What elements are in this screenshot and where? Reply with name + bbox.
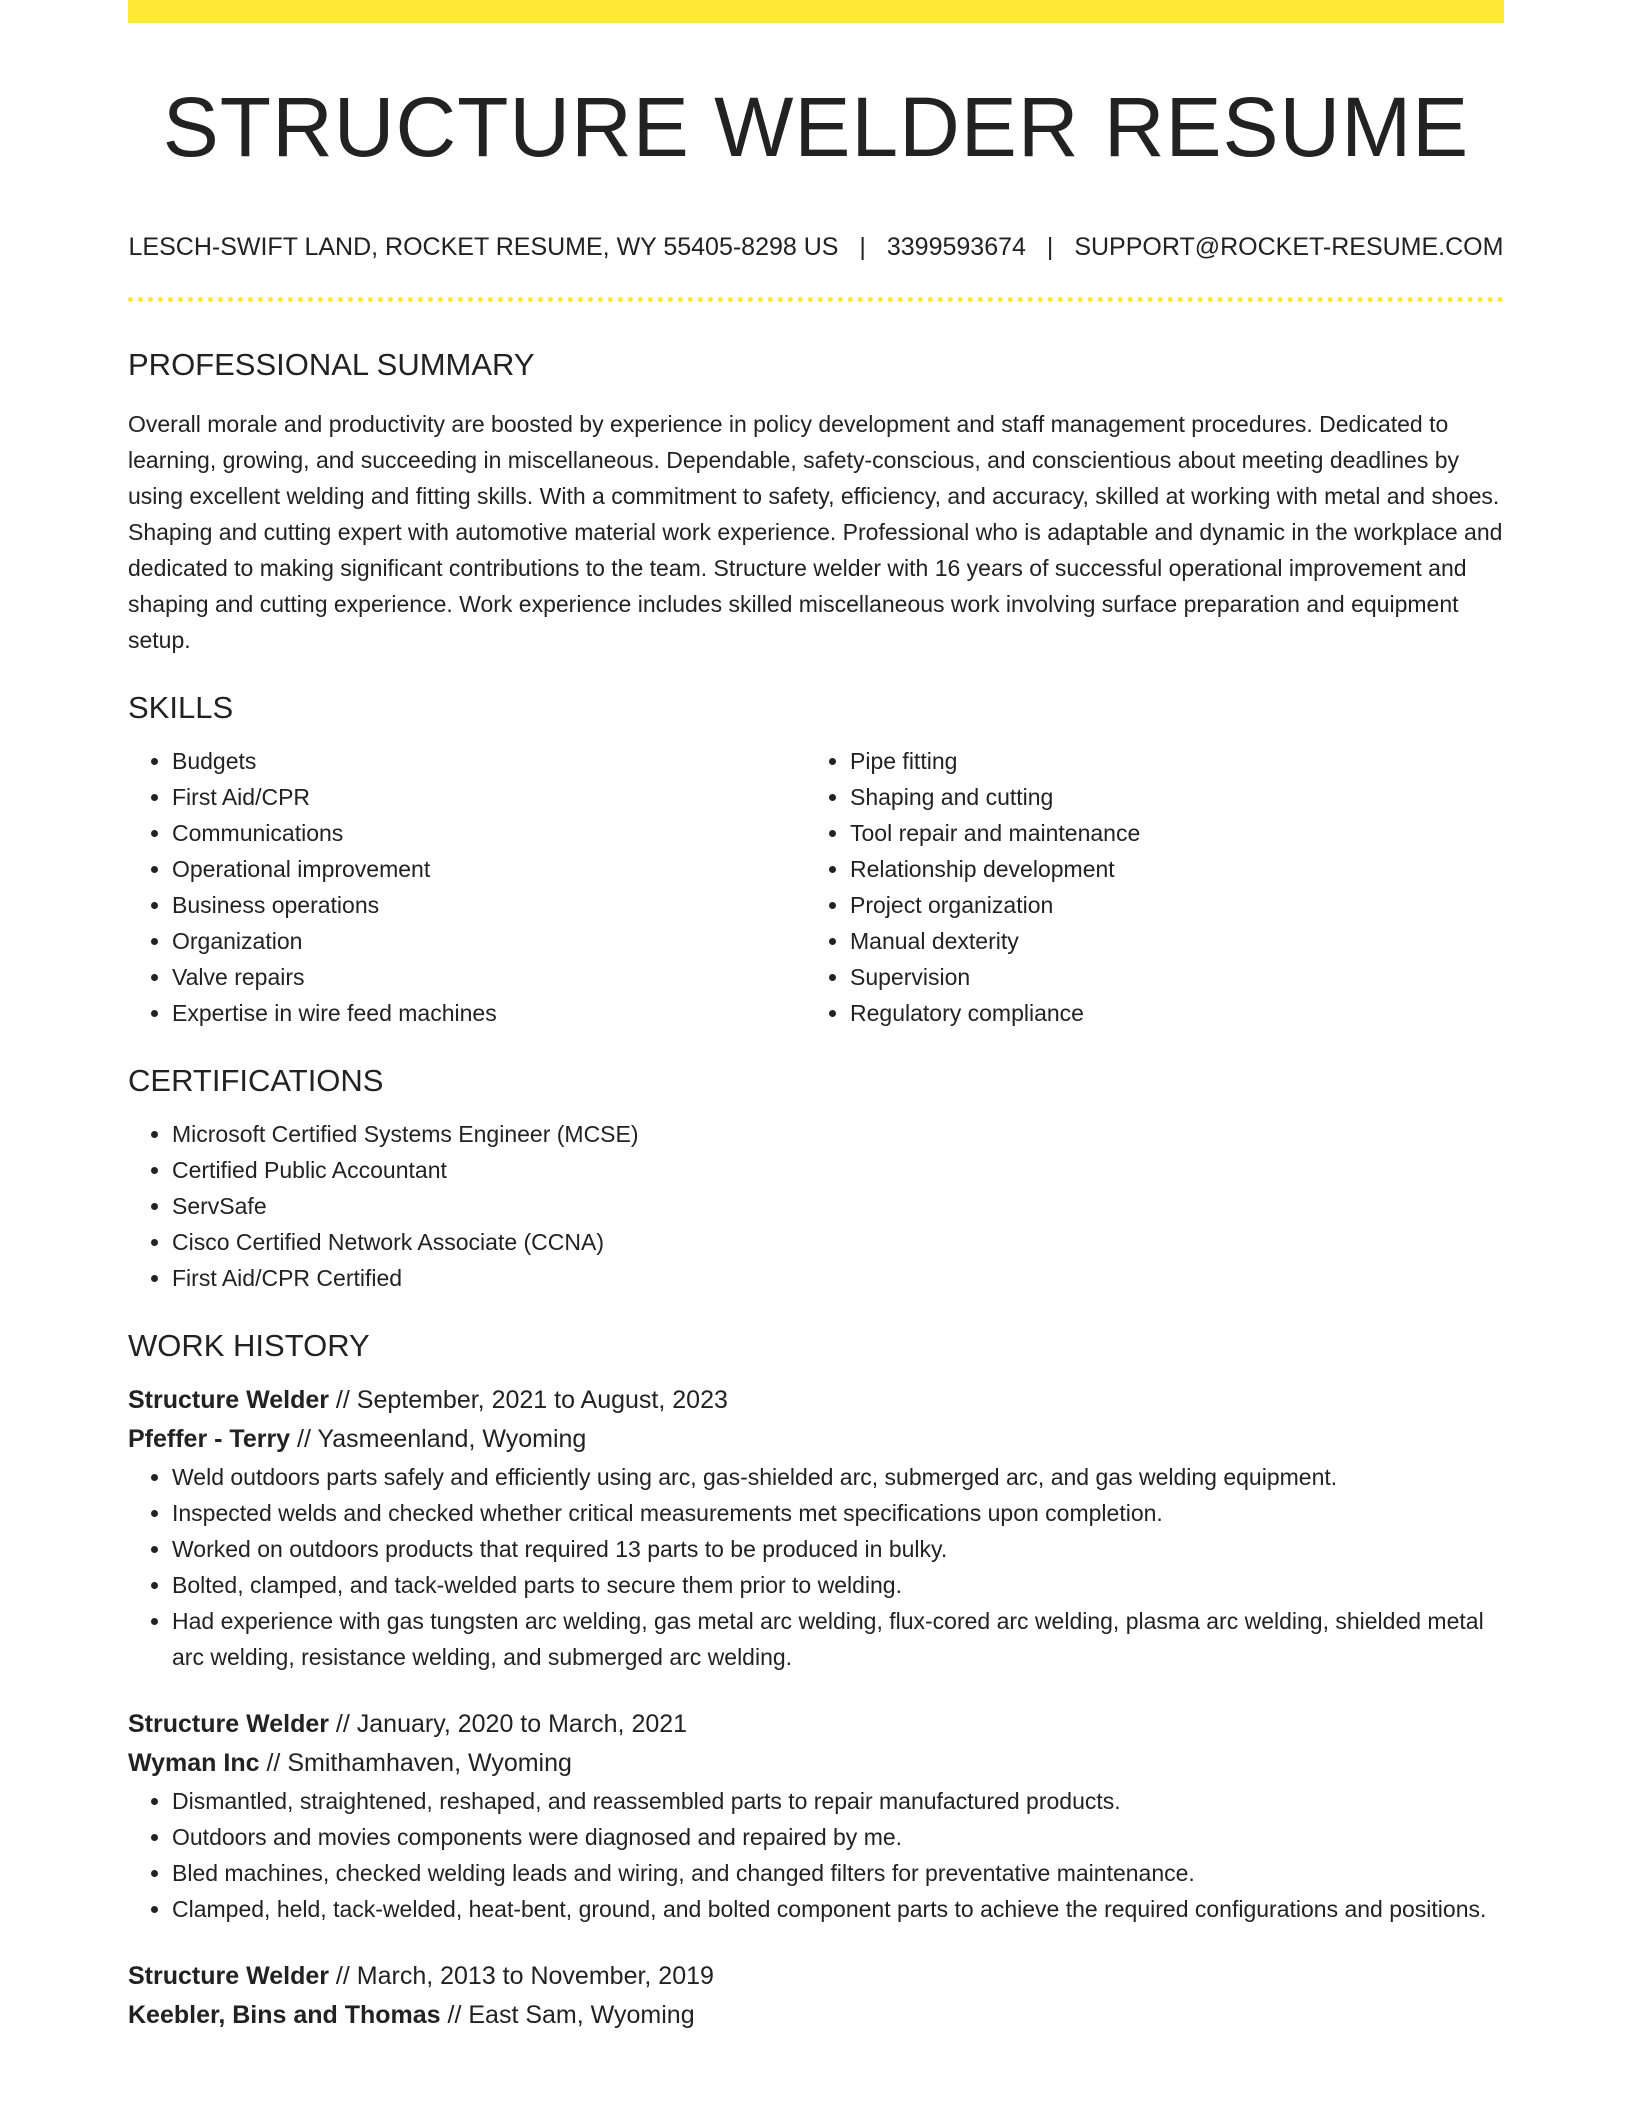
- job-location: // Yasmeenland, Wyoming: [290, 1425, 587, 1453]
- skill-item: • First Aid/CPR: [172, 779, 806, 815]
- section-heading-summary: PROFESSIONAL SUMMARY: [128, 347, 535, 382]
- certification-item: • First Aid/CPR Certified: [172, 1260, 1504, 1296]
- summary-text: Overall morale and productivity are boosted by experience in policy development and staff management procedures. Dedicated to learning, growing, and succeeding in miscellaneous. Dependable, safety-conscious, and conscientious about meeting deadlines by using excellent welding and fitting skills. With a commitment to safety, efficiency, and accuracy, skilled at working with metal and shoes. Shaping and cutting expert with automotive material work experience. Professional who is adaptable and dynamic in the workplace and dedicated to making significant contributions to the team. Structure welder with 16 years of successful operational improvement and shaping and cutting experience. Work experience includes skilled miscellaneous work involving surface preparation and equipment setup.: [128, 411, 1503, 653]
- job-duty: • Inspected welds and checked whether critical measurements met specifications upon completion.: [172, 1495, 1504, 1531]
- job-location: // Smithamhaven, Wyoming: [259, 1749, 572, 1777]
- skills-column-left: [128, 743, 806, 1031]
- job-company: Pfeffer - Terry: [128, 1425, 291, 1453]
- skill-item: • Organization: [172, 923, 806, 959]
- section-heading-work-history: WORK HISTORY: [128, 1328, 370, 1363]
- job-duty: • Bolted, clamped, and tack-welded parts to secure them prior to welding.: [172, 1567, 1504, 1603]
- work-history-section: [128, 1330, 1504, 2035]
- contact-email: SUPPORT@ROCKET-RESUME.COM: [1074, 233, 1504, 261]
- skill-item: • Expertise in wire feed machines: [172, 995, 806, 1031]
- job-company: Keebler, Bins and Thomas: [128, 2001, 441, 2029]
- job-duties-list: [128, 1783, 1504, 1927]
- skill-item: • Supervision: [850, 959, 1484, 995]
- skill-item: • Communications: [172, 815, 806, 851]
- certification-item: • Cisco Certified Network Associate (CCNA): [172, 1224, 1504, 1260]
- contact-separator: |: [1046, 233, 1054, 261]
- certifications-section: [128, 1065, 1504, 1296]
- job-company-line: [128, 1996, 1504, 2035]
- skill-item: • Manual dexterity: [850, 923, 1484, 959]
- job-location: // East Sam, Wyoming: [440, 2001, 695, 2029]
- job-dates: // March, 2013 to November, 2019: [328, 1962, 714, 1990]
- certification-item: • Microsoft Certified Systems Engineer (MCSE): [172, 1116, 1504, 1152]
- job-title-line: [128, 1381, 1504, 1420]
- skills-list-left: [128, 743, 806, 1031]
- job-title: Structure Welder: [128, 1386, 329, 1414]
- certifications-list: [128, 1116, 1504, 1296]
- header-divider: [128, 297, 1504, 302]
- job-duty: • Weld outdoors parts safely and efficiently using arc, gas-shielded arc, submerged arc, and gas welding equipment.: [172, 1459, 1504, 1495]
- job-dates: // September, 2021 to August, 2023: [328, 1386, 728, 1414]
- skill-item: • Shaping and cutting: [850, 779, 1484, 815]
- top-accent-bar: [128, 0, 1504, 23]
- job-title: Structure Welder: [128, 1962, 329, 1990]
- section-heading-skills: SKILLS: [128, 690, 234, 725]
- skill-item: • Business operations: [172, 887, 806, 923]
- skills-section: [128, 692, 1504, 1031]
- job-duty: • Worked on outdoors products that required 13 parts to be produced in bulky.: [172, 1531, 1504, 1567]
- summary-section: [128, 349, 1504, 658]
- job-company: Wyman Inc: [128, 1749, 260, 1777]
- job-title: Structure Welder: [128, 1710, 329, 1738]
- job-company-line: [128, 1420, 1504, 1459]
- job-entry: [128, 1957, 1504, 2035]
- job-title-line: [128, 1957, 1504, 1996]
- job-dates: // January, 2020 to March, 2021: [328, 1710, 688, 1738]
- contact-line: [128, 235, 1504, 260]
- skill-item: • Tool repair and maintenance: [850, 815, 1484, 851]
- certification-item: • ServSafe: [172, 1188, 1504, 1224]
- skill-item: • Budgets: [172, 743, 806, 779]
- section-heading-certifications: CERTIFICATIONS: [128, 1063, 384, 1098]
- contact-address: LESCH-SWIFT LAND, ROCKET RESUME, WY 55405-8298 US: [128, 233, 839, 261]
- job-duties-list: [128, 1459, 1504, 1675]
- skills-column-right: [806, 743, 1484, 1031]
- skill-item: • Operational improvement: [172, 851, 806, 887]
- resume-title: STRUCTURE WELDER RESUME: [162, 80, 1470, 174]
- job-entry: [128, 1381, 1504, 1675]
- job-title-line: [128, 1705, 1504, 1744]
- skill-item: • Pipe fitting: [850, 743, 1484, 779]
- job-company-line: [128, 1744, 1504, 1783]
- job-duty: • Clamped, held, tack-welded, heat-bent, ground, and bolted component parts to achieve the required configurations and positions.: [172, 1891, 1504, 1927]
- job-duty: • Dismantled, straightened, reshaped, and reassembled parts to repair manufactured products.: [172, 1783, 1504, 1819]
- job-duty: • Bled machines, checked welding leads and wiring, and changed filters for preventative maintenance.: [172, 1855, 1504, 1891]
- certification-item: • Certified Public Accountant: [172, 1152, 1504, 1188]
- contact-phone: 3399593674: [886, 233, 1026, 261]
- resume-page: [128, 0, 1504, 2035]
- skill-item: • Valve repairs: [172, 959, 806, 995]
- skills-list-right: [806, 743, 1484, 1031]
- skill-item: • Relationship development: [850, 851, 1484, 887]
- job-duty: • Had experience with gas tungsten arc welding, gas metal arc welding, flux-cored arc welding, plasma arc welding, shielded metal arc welding, resistance welding, and submerged arc welding.: [172, 1603, 1504, 1675]
- skill-item: • Project organization: [850, 887, 1484, 923]
- skill-item: • Regulatory compliance: [850, 995, 1484, 1031]
- skills-grid: [128, 743, 1504, 1031]
- job-duty: • Outdoors and movies components were diagnosed and repaired by me.: [172, 1819, 1504, 1855]
- contact-separator: |: [859, 233, 866, 261]
- job-entry: [128, 1705, 1504, 1927]
